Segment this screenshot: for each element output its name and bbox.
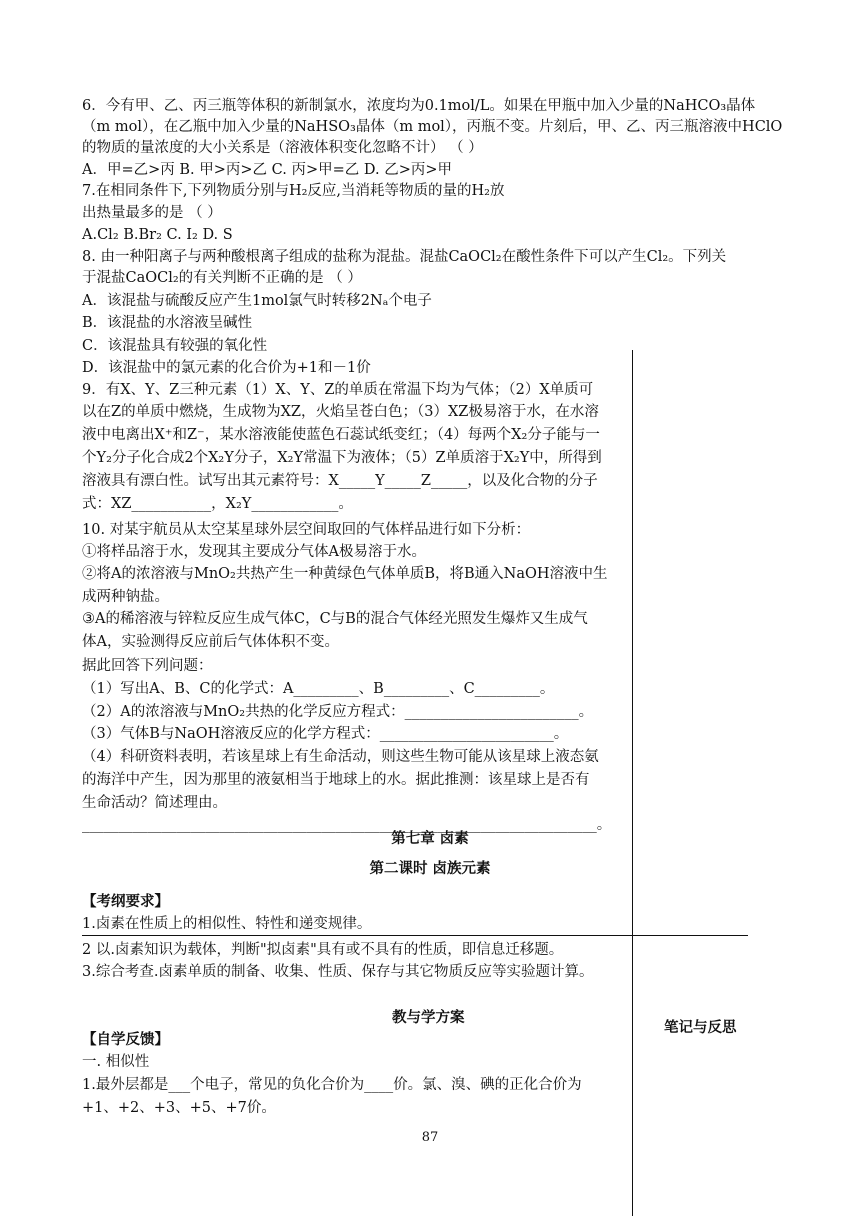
exam-item: 3.综合考查.卤素单质的制备、收集、性质、保存与其它物质反应等实验题计算。 <box>82 964 594 980</box>
notes-title: 笔记与反思 <box>664 1019 737 1036</box>
text-line: 8. 由一种阳离子与两种酸根离子组成的盐称为混盐。混盐CaOCl₂在酸性条件下可以产生Cl₂。下列关 <box>82 249 727 265</box>
lesson-title: 第二课时 卤族元素 <box>369 860 491 877</box>
text-line: 7.在相同条件下,下列物质分别与H₂反应,当消耗等物质的量的H₂放 <box>82 183 505 199</box>
text-line: （m mol），在乙瓶中加入少量的NaHSO₃晶体（m mol），丙瓶不变。片刻后，甲、乙、丙三瓶溶液中HClO <box>82 119 783 135</box>
horizontal-rule <box>82 935 748 936</box>
exam-item: 2 以.卤素知识为载体，判断"拟卤素"具有或不具有的性质，即信息迁移题。 <box>82 942 564 958</box>
text-line: 个Y₂分子化合成2个X₂Y分子，X₂Y常温下为液体；（5）Z单质溶于X₂Y中，所得到 <box>82 450 602 466</box>
text-line: C．该混盐具有较强的氧化性 <box>82 338 268 354</box>
text-line: （3）气体B与NaOH溶液反应的化学方程式：________________________。 <box>82 726 569 742</box>
text-line: A．甲=乙>丙 B. 甲>丙>乙 C. 丙>甲=乙 D. 乙>丙>甲 <box>82 162 452 178</box>
self-study-heading: 【自学反馈】 <box>82 1031 169 1048</box>
text-line: 生命活动？简述理由。 <box>82 795 227 811</box>
notes-column-divider <box>632 350 633 1216</box>
plan-title: 教与学方案 <box>392 1009 465 1026</box>
text-line: D．该混盐中的氯元素的化合价为+1和－1价 <box>82 360 371 376</box>
text-line: 的海洋中产生，因为那里的液氨相当于地球上的水。据此推测：该星球上是否有 <box>82 772 590 788</box>
text-line: 据此回答下列问题： <box>82 658 213 674</box>
exam-item: 1.卤素在性质上的相似性、特性和递变规律。 <box>82 916 372 932</box>
self-item: +1、+2、+3、+5、+7价。 <box>82 1100 276 1116</box>
text-line: ②将A的浓溶液与MnO₂共热产生一种黄绿色气体单质B，将B通入NaOH溶液中生 <box>82 566 608 582</box>
text-line: ③A的稀溶液与锌粒反应生成气体C，C与B的混合气体经光照发生爆炸又生成气 <box>82 611 588 627</box>
text-line: A．该混盐与硫酸反应产生1mol氯气时转移2Nₐ个电子 <box>82 293 432 309</box>
exam-requirements-heading: 【考纲要求】 <box>82 893 169 910</box>
self-item: 1.最外层都是___个电子，常见的负化合价为____价。氯、溴、碘的正化合价为 <box>82 1077 582 1093</box>
text-line: （1）写出A、B、C的化学式：A_________、B_________、C_________。 <box>82 681 555 697</box>
text-line: 6．今有甲、乙、丙三瓶等体积的新制氯水，浓度均为0.1mol/L。如果在甲瓶中加入少量的NaHCO₃晶体 <box>82 98 756 114</box>
text-line: 于混盐CaOCl₂的有关判断不正确的是 （ ） <box>82 270 362 286</box>
text-line: 以在Z的单质中燃烧，生成物为XZ，火焰呈苍白色；（3）XZ极易溶于水，在水溶 <box>82 404 599 420</box>
text-line: A.Cl₂ B.Br₂ C. I₂ D. S <box>82 227 233 243</box>
text-line: （2）A的浓溶液与MnO₂共热的化学反应方程式：________________________。 <box>82 704 594 720</box>
self-item: 一. 相似性 <box>82 1054 150 1070</box>
text-line: ①将样品溶于水，发现其主要成分气体A极易溶于水。 <box>82 544 426 560</box>
text-line: （4）科研资料表明，若该星球上有生命活动，则这些生物可能从该星球上液态氨 <box>82 749 599 765</box>
text-line: 出热量最多的是 （ ） <box>82 205 222 221</box>
text-line: 10. 对某宇航员从太空某星球外层空间取回的气体样品进行如下分析： <box>82 522 531 538</box>
text-line: 9．有X、Y、Z三种元素（1）X、Y、Z的单质在常温下均为气体；（2）X单质可 <box>82 382 594 398</box>
text-line: 体A，实验测得反应前后气体体积不变。 <box>82 634 339 650</box>
text-line: 的物质的量浓度的大小关系是（溶液体积变化忽略不计） （ ） <box>82 140 483 156</box>
text-line: 式：XZ___________，X₂Y____________。 <box>82 496 353 512</box>
text-line: _______________________________________________________________________。 <box>82 817 612 833</box>
text-line: B．该混盐的水溶液呈碱性 <box>82 315 253 331</box>
page-number: 87 <box>421 1130 439 1145</box>
text-line: 液中电离出X⁺和Z⁻，某水溶液能使蓝色石蕊试纸变红；（4）每两个X₂分子能与一 <box>82 427 600 443</box>
text-line: 溶液具有漂白性。试写出其元素符号：X_____Y_____Z_____，以及化合物的分子 <box>82 473 598 489</box>
chapter-title: 第七章 卤素 <box>391 830 469 847</box>
text-line: 成两种钠盐。 <box>82 589 169 605</box>
